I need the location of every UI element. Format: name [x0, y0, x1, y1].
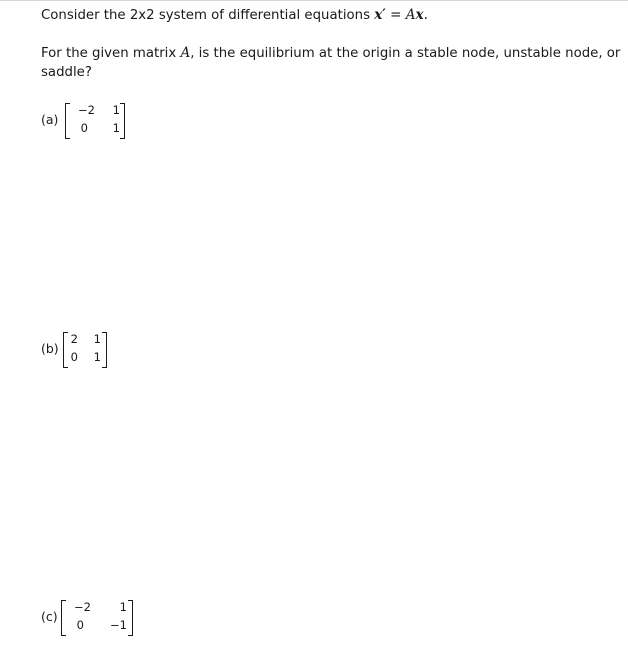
matrix-a-right-bracket: [120, 103, 125, 139]
part-a-label: (a): [41, 112, 59, 127]
question-post: , is the equilibrium at the origin a stable node, unstable node, or: [190, 46, 621, 61]
matrix-A-symbol: A: [405, 7, 416, 23]
part-b-label: (b): [41, 341, 59, 356]
matrix-b-cell-21: 0: [70, 350, 78, 364]
intro-period: .: [423, 7, 428, 23]
matrix-c-cell-12: 1: [119, 600, 127, 614]
part-a: [41, 101, 151, 141]
intro-sentence: [41, 7, 428, 24]
matrix-c: [61, 598, 157, 638]
matrix-a-cell-21: 0: [80, 121, 88, 135]
part-c-label: (c): [41, 609, 58, 624]
x-prime-symbol: x′: [374, 7, 386, 23]
question-pre: For the given matrix: [41, 46, 181, 61]
question-A-symbol: A: [180, 45, 191, 61]
matrix-c-left-bracket: [61, 600, 66, 636]
matrix-b-cell-11: 2: [70, 332, 78, 346]
intro-prefix: Consider the 2x2 system of differential equations: [41, 8, 375, 23]
matrix-a-cell-22: 1: [112, 121, 120, 135]
matrix-a-cell-11: −2: [78, 103, 95, 117]
matrix-c-cell-11: −2: [74, 600, 91, 614]
matrix-b-left-bracket: [63, 332, 68, 368]
part-b: [41, 330, 151, 370]
matrix-a: [65, 101, 151, 141]
matrix-c-cell-22: −1: [110, 618, 127, 632]
question-line-2: saddle?: [41, 65, 92, 80]
matrix-a-cell-12: 1: [112, 103, 120, 117]
matrix-c-right-bracket: [128, 600, 133, 636]
top-divider: [0, 0, 628, 1]
equals-symbol: =: [385, 7, 406, 23]
matrix-b-right-bracket: [102, 332, 107, 368]
matrix-b: [63, 330, 149, 370]
matrix-a-left-bracket: [65, 103, 70, 139]
part-c: [41, 598, 161, 638]
matrix-b-cell-12: 1: [93, 332, 101, 346]
x-vector-symbol: x: [415, 7, 424, 23]
matrix-b-cell-22: 1: [93, 350, 101, 364]
question-line-1: [41, 45, 620, 62]
matrix-c-cell-21: 0: [76, 618, 84, 632]
